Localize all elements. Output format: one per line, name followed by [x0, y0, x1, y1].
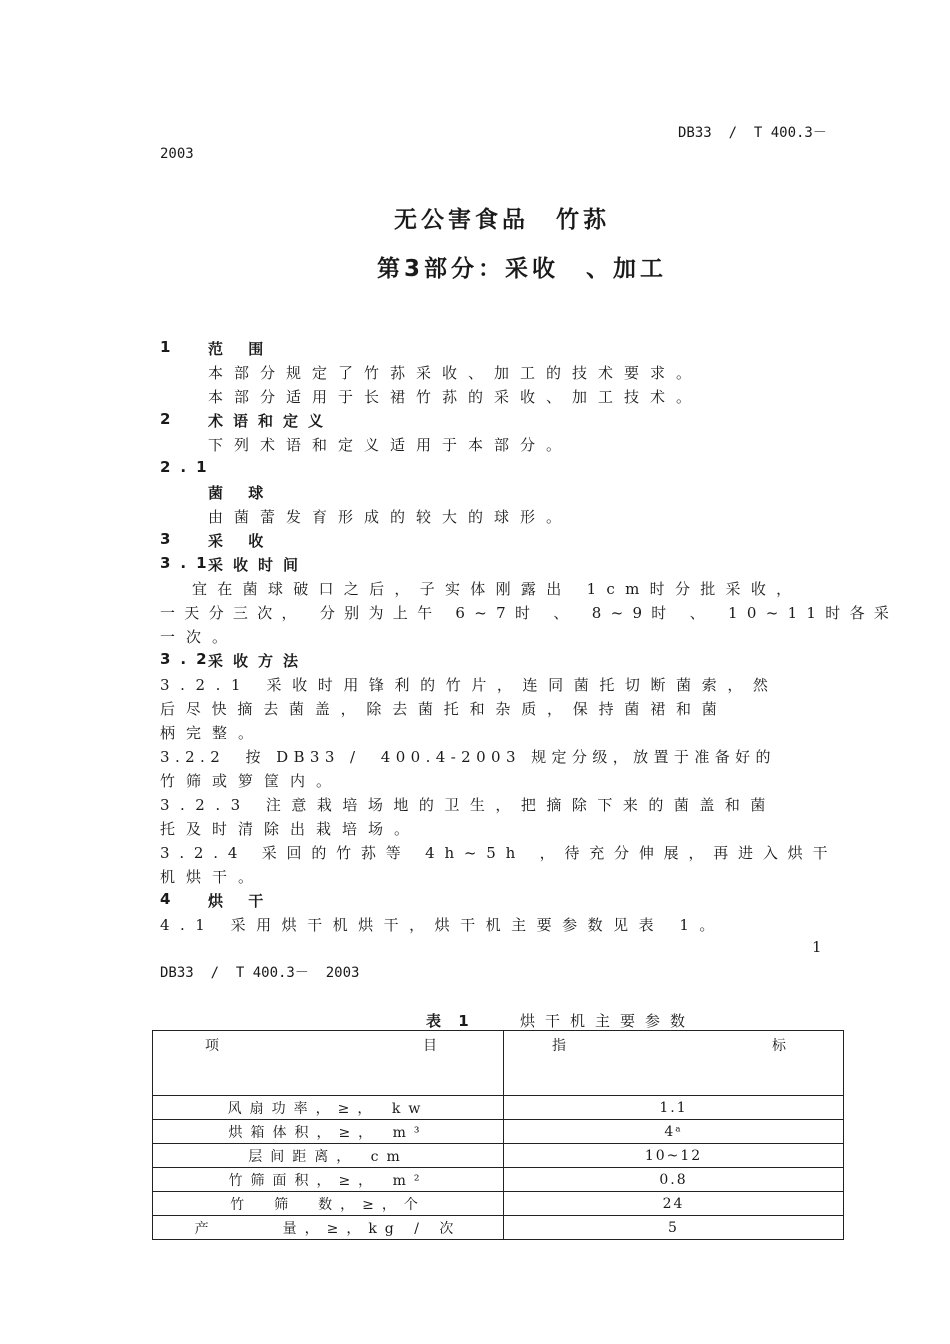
clause-3-2-1-line-1: 3.2.1 采收时用锋利的竹片，连同菌托切断菌索，然: [160, 676, 779, 694]
table-caption-text: 烘干机主要参数: [520, 1012, 696, 1030]
row-value: 0.8: [504, 1168, 844, 1192]
section-2-title: 术语和定义: [208, 412, 334, 430]
document-subtitle: 第3部分：采收 、加工: [377, 256, 668, 282]
section-1-paragraph-2: 本部分适用于长裙竹荪的采收、加工技术。: [208, 388, 703, 406]
row-value: 5: [504, 1216, 844, 1240]
section-3-1-number: 3.1: [160, 554, 217, 572]
table-caption-label: 表 1: [426, 1012, 475, 1030]
table-row: [153, 1144, 844, 1168]
row-value: 10~12: [504, 1144, 844, 1168]
table-header-row: [153, 1031, 844, 1096]
clause-3-2-2-line-1: 3.2.2 按 DB33 / 400.4-2003 规定分级，放置于准备好的: [160, 748, 776, 766]
header-value-char-1: 指: [552, 1038, 568, 1054]
row-item: 产 量，≥，kg / 次: [153, 1216, 504, 1240]
section-2-paragraph: 下列术语和定义适用于本部分。: [208, 436, 573, 454]
clause-3-2-4-line-2: 机烘干。: [160, 868, 265, 886]
term-title: 菌 球: [208, 484, 274, 502]
clause-3-2-1-line-3: 柄完整。: [160, 724, 265, 742]
section-3-number: 3: [160, 530, 181, 548]
parameters-table: [152, 1030, 844, 1240]
section-3-1-line-3: 一次。: [160, 628, 239, 646]
section-3-1-title: 采收时间: [208, 556, 309, 574]
next-page-header-code: DB33 / T 400.3－ 2003: [160, 965, 360, 981]
header-item-cell: [153, 1031, 504, 1096]
row-value: 4ᵃ: [504, 1120, 844, 1144]
clause-3-2-1-line-2: 后尽快摘去菌盖，除去菌托和杂质，保持菌裙和菌: [160, 700, 728, 718]
section-2-1-number: 2.1: [160, 458, 217, 476]
table-row: [153, 1216, 844, 1240]
table-row: [153, 1120, 844, 1144]
row-item: 竹 筛 数，≥，个: [153, 1192, 504, 1216]
section-1-paragraph-1: 本部分规定了竹荪采收、加工的技术要求。: [208, 364, 703, 382]
section-3-1-line-1: 宜在菌球破口之后，子实体刚露出 1cm时分批采收，: [192, 580, 802, 598]
table-row: [153, 1096, 844, 1120]
section-3-1-line-2: 一天分三次， 分别为上午 6~7时 、 8~9时 、 10~11时各采: [160, 604, 899, 622]
page-number: 1: [812, 938, 822, 956]
header-value-char-2: 标: [772, 1038, 788, 1054]
table-row: [153, 1168, 844, 1192]
header-item-char-1: 项: [205, 1038, 227, 1054]
row-item: 风扇功率，≥， kw: [153, 1096, 504, 1120]
document-title: 无公害食品 竹荪: [394, 207, 610, 233]
standard-year: 2003: [160, 146, 194, 162]
row-item: 烘箱体积，≥， m³: [153, 1120, 504, 1144]
table-row: [153, 1192, 844, 1216]
section-4-title: 烘 干: [208, 892, 274, 910]
term-definition: 由菌蕾发育形成的较大的球形。: [208, 508, 573, 526]
section-3-2-title: 采收方法: [208, 652, 309, 670]
section-1-title: 范 围: [208, 340, 274, 358]
header-value-cell: [504, 1031, 844, 1096]
section-3-2-number: 3.2: [160, 650, 217, 668]
row-item: 竹筛面积，≥， m²: [153, 1168, 504, 1192]
section-2-number: 2: [160, 410, 181, 428]
row-value: 1.1: [504, 1096, 844, 1120]
row-value: 24: [504, 1192, 844, 1216]
clause-3-2-3-line-1: 3.2.3 注意栽培场地的卫生，把摘除下来的菌盖和菌: [160, 796, 776, 814]
row-item: 层间距离， cm: [153, 1144, 504, 1168]
section-3-title: 采 收: [208, 532, 274, 550]
clause-3-2-2-line-2: 竹筛或箩筐内。: [160, 772, 343, 790]
section-1-number: 1: [160, 338, 181, 356]
clause-3-2-4-line-1: 3.2.4 采回的竹荪等 4h~5h ，待充分伸展，再进入烘干: [160, 844, 838, 862]
header-item-char-2: 目: [423, 1038, 445, 1054]
section-4-number: 4: [160, 890, 181, 908]
clause-3-2-3-line-2: 托及时清除出栽培场。: [160, 820, 421, 838]
standard-code: DB33 / T 400.3－: [678, 125, 827, 141]
clause-4-1: 4.1 采用烘干机烘干，烘干机主要参数见表 1。: [160, 916, 725, 934]
